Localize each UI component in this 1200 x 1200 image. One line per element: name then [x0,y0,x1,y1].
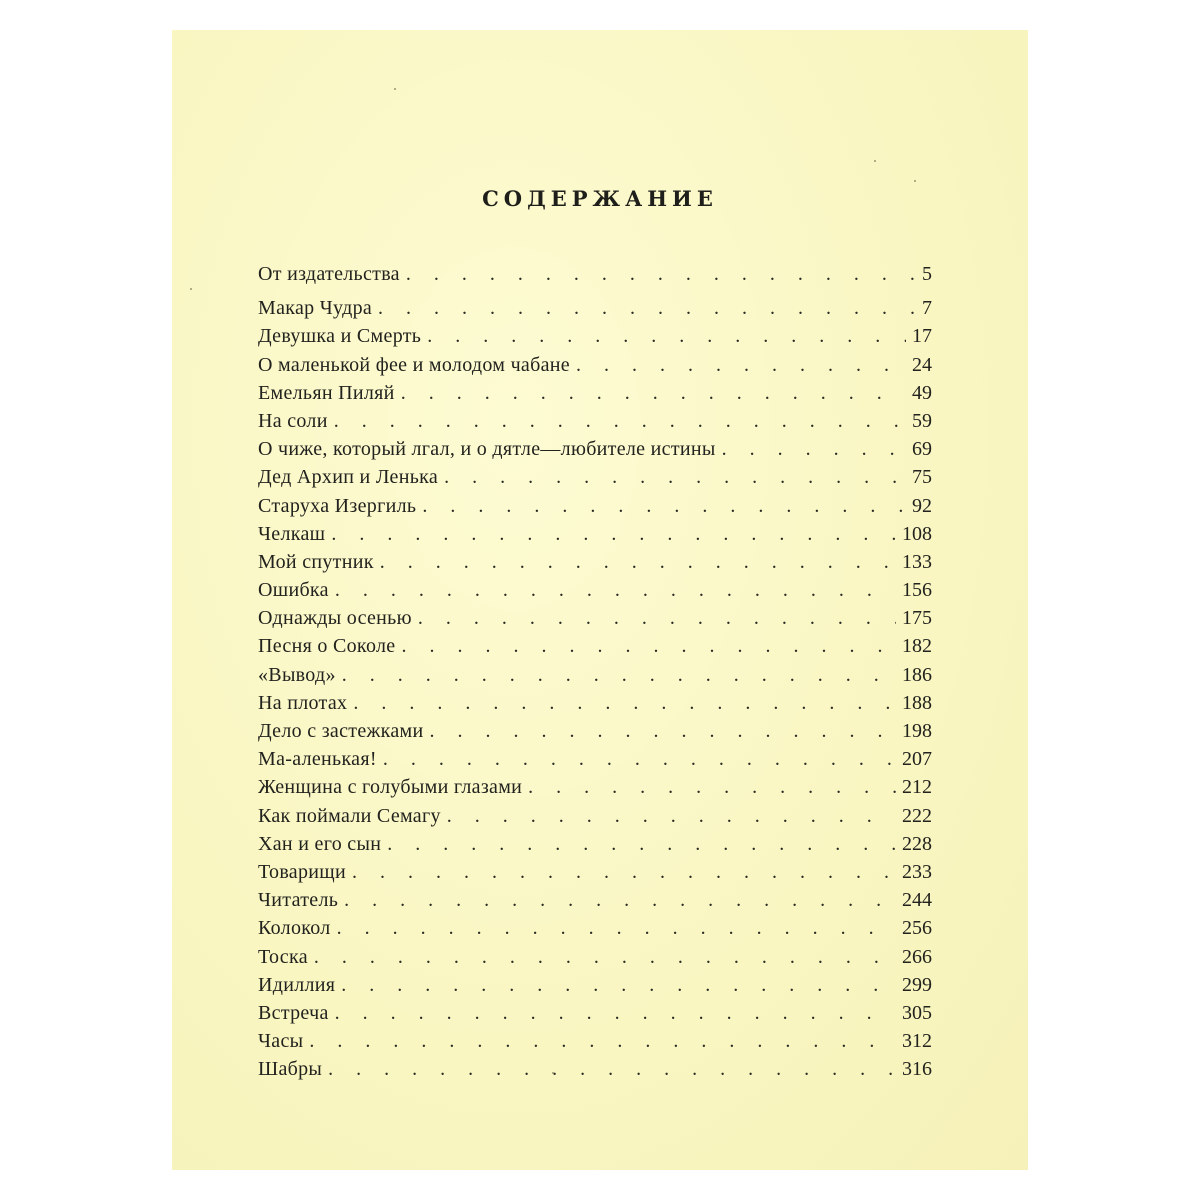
toc-entry-title: От издательства [258,263,400,285]
toc-entry-page: 92 [912,494,932,517]
toc-entry-title: Ма-аленькая! [258,748,377,771]
dot-leader [576,351,906,379]
toc-entry-page: 305 [902,1001,932,1024]
dot-leader [378,294,916,322]
toc-entry-page: 198 [902,720,932,742]
toc-entry [258,886,932,914]
toc-entry-title: Макар Чудра [258,297,373,320]
dot-leader [337,914,896,942]
dot-leader [352,858,896,886]
toc-entry-title: Песня о Соколе [258,635,396,658]
dot-leader [334,407,906,435]
toc-entry-title: На плотах [258,691,348,714]
dot-leader [447,802,896,830]
toc-entry-page: 186 [902,663,932,686]
toc-entry-title: Колокол [258,917,331,940]
toc-entry [258,435,932,463]
toc-entry-page: 7 [922,297,932,320]
dot-leader [341,971,896,999]
toc-entry-title: Мой спутник [258,550,374,573]
toc-entry-page: 75 [912,466,932,489]
toc-entry-title: Дело с застежками [258,720,424,742]
toc-entry-title: Товарищи [258,860,346,883]
toc-entry-title: Дед Архип и Ленька [258,466,439,489]
dot-leader [314,943,896,971]
toc-entry-title: Челкаш [258,522,326,545]
dot-leader [335,576,896,604]
dot-leader [401,632,896,660]
page-title: СОДЕРЖАНИЕ [482,186,718,211]
toc-entry-title: Ошибка [258,579,329,602]
toc-entry-page: 228 [902,832,932,855]
toc-entry [258,689,932,717]
dot-leader [309,1027,896,1055]
dot-leader [401,379,906,407]
dot-leader [528,773,896,801]
paper-speck [552,1072,554,1074]
dot-leader [353,689,896,717]
toc-entry [258,379,932,407]
toc-entry-page: 5 [922,263,932,285]
toc-entry [258,971,932,999]
toc-entry-page: 182 [902,635,932,658]
toc-entry-page: 207 [902,748,932,771]
toc-entry [258,773,932,801]
toc-entry-title: Однажды осенью [258,607,412,630]
toc-entry-title: Тоска [258,945,308,968]
toc-entry [258,576,932,604]
toc-entry-page: 212 [902,776,932,799]
toc-entry-page: 222 [902,804,932,827]
toc-entry-page: 233 [902,860,932,883]
dot-leader [427,322,906,350]
toc-entry-title: Женщина с голубыми глазами [258,776,523,799]
dot-leader [383,745,896,773]
toc-entry-title: Читатель [258,889,339,912]
toc-entry-page: 244 [902,889,932,912]
paper-speck [394,88,396,90]
toc-entry-title: На соли [258,409,328,432]
toc-entry [258,999,932,1027]
toc-entry-page: 133 [902,550,932,573]
toc-entry-page: 256 [902,917,932,940]
toc-entry-title: Как поймали Семагу [258,804,441,827]
toc-entry-page: 24 [912,353,932,376]
paper-speck [914,180,916,182]
toc-entry-title: Старуха Изергиль [258,494,417,517]
toc-entry [258,717,932,745]
toc-entry [258,858,932,886]
toc-entry-title: О маленькой фее и молодом чабане [258,353,570,376]
dot-leader [387,830,896,858]
toc-entry [258,632,932,660]
toc-entry [258,492,932,520]
toc-entry-title: Девушка и Смерть [258,325,422,348]
dot-leader [429,717,896,745]
toc-entry [258,463,932,491]
toc-entry-page: 175 [902,607,932,630]
toc-entry [258,322,932,350]
toc-entry-title: Идиллия [258,973,336,996]
toc-entry-page: 156 [902,579,932,602]
toc-entry-title: О чиже, который лгал, и о дятле—любителе истины [258,438,716,461]
toc-entry-title: Хан и его сын [258,832,382,855]
toc-entry [258,914,932,942]
toc-entry-title: Шабры [258,1058,323,1081]
toc-entry-page: 266 [902,945,932,968]
toc-entry [258,745,932,773]
paper-speck [874,160,876,162]
toc-entry [258,1027,932,1055]
dot-leader [342,661,896,689]
toc-entry-title: Встреча [258,1001,329,1024]
toc-entry [258,351,932,379]
toc-entry-title: Емельян Пиляй [258,381,395,404]
dot-leader [422,492,906,520]
toc-entry-page: 316 [902,1058,932,1081]
dot-leader [344,886,896,914]
dot-leader [418,604,896,632]
toc-entry [258,604,932,632]
toc-entry-page: 312 [902,1030,932,1053]
book-page [172,30,1028,1170]
toc-entry [258,520,932,548]
toc-entry [258,407,932,435]
dot-leader [335,999,896,1027]
toc-entry [258,1055,932,1083]
dot-leader [331,520,896,548]
toc-entry-page: 108 [902,522,932,545]
toc-entry-title: Часы [258,1030,304,1053]
table-of-contents [258,260,932,1083]
dot-leader [380,548,896,576]
dot-leader [722,435,906,463]
toc-entry [258,548,932,576]
toc-entry [258,260,932,288]
toc-entry [258,294,932,322]
toc-entry [258,830,932,858]
toc-entry-page: 17 [912,325,932,348]
toc-entry-page: 188 [902,691,932,714]
toc-entry [258,802,932,830]
dot-leader [406,260,916,288]
toc-entry-page: 299 [902,973,932,996]
toc-entry-page: 69 [912,438,932,461]
toc-entry-page: 59 [912,409,932,432]
toc-entry-page: 49 [912,381,932,404]
toc-entry [258,661,932,689]
toc-entry-title: «Вывод» [258,663,336,686]
toc-entry [258,943,932,971]
dot-leader [444,463,906,491]
dot-leader [328,1055,896,1083]
paper-speck [190,288,192,290]
